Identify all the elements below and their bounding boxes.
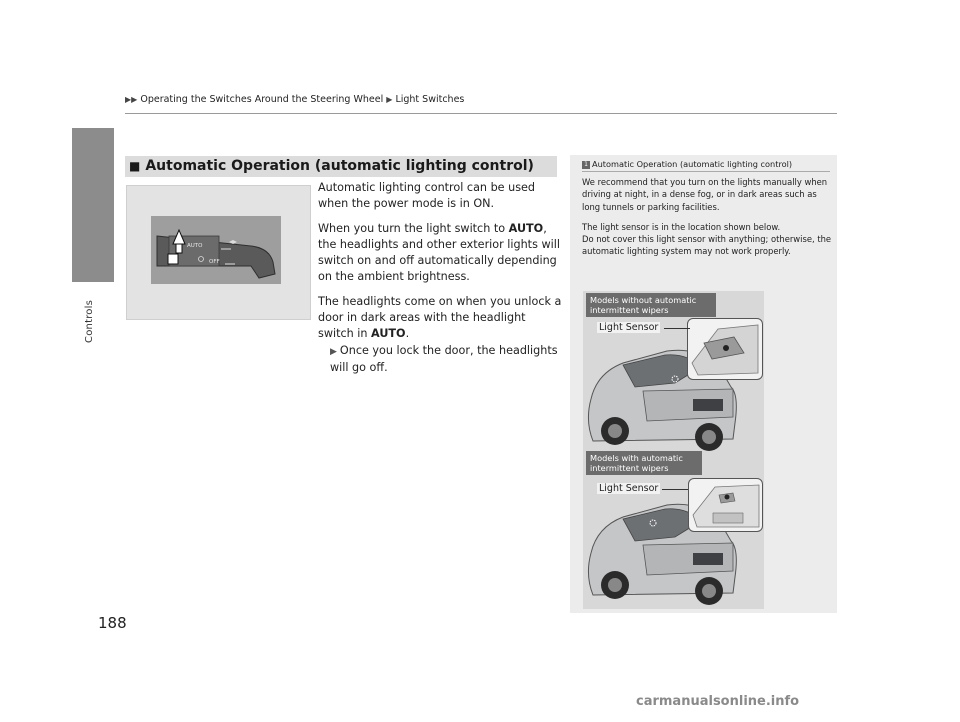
body-paragraph-3: The headlights come on when you unlock a door in dark areas with the headlight switch in AUTO. [318, 294, 562, 341]
chapter-label: Controls [84, 300, 95, 343]
breadcrumb-part1[interactable]: Operating the Switches Around the Steering Wheel [140, 94, 384, 105]
triangle-icon: ▶ [330, 346, 337, 357]
leader-line-2 [662, 489, 688, 490]
note-paragraph-2a: The light sensor is in the location shown below. [582, 221, 781, 232]
sensor-detail-icon [689, 479, 762, 531]
note-title: 1 Automatic Operation (automatic lighting control) [582, 159, 792, 169]
light-switch-illustration [151, 216, 281, 284]
body-sub-point: ▶ Once you lock the door, the headlights will go off. [330, 343, 558, 374]
note-paragraph-2b: Do not cover this light sensor with anything; otherwise, the automatic lighting system may not work properly. [582, 234, 832, 257]
breadcrumb-arrow-icon: ▶▶ [125, 95, 138, 104]
note-paragraph-1: We recommend that you turn on the lights manually when driving at night, in a dense fog, or in dark areas such as long tunnels or parking facilities. [582, 177, 828, 212]
sensor-detail-icon [688, 319, 762, 379]
light-sensor-label-2: Light Sensor [599, 483, 659, 494]
note-text [582, 176, 832, 258]
chapter-tab [72, 128, 114, 282]
page-number: 188 [98, 614, 127, 632]
section-heading [125, 156, 557, 177]
breadcrumb-arrow-icon: ▶ [386, 95, 393, 104]
sensor-zoom-1 [687, 318, 763, 380]
breadcrumb [125, 94, 464, 105]
note-divider [582, 171, 830, 172]
watermark: carmanualsonline.info [636, 694, 800, 709]
model-badge-without-auto-wipers: Models without automatic intermittent wipers [586, 293, 716, 317]
leader-line-1 [664, 328, 690, 329]
body-paragraph-2: When you turn the light switch to AUTO, the headlights and other exterior lights will switch on and off automatically depending on the ambient brightness. [318, 221, 560, 284]
switch-auto-label: AUTO [187, 243, 203, 249]
switch-off-label: OFF [209, 259, 220, 265]
breadcrumb-part2[interactable]: Light Switches [395, 94, 465, 105]
header-divider [125, 113, 837, 114]
light-sensor-label-1: Light Sensor [599, 322, 659, 333]
note-icon: 1 [582, 161, 590, 169]
section-marker-icon: ■ [129, 159, 141, 173]
section-title: Automatic Operation (automatic lighting control) [145, 158, 534, 174]
body-paragraph-1: Automatic lighting control can be used when the power mode is in ON. [318, 181, 536, 211]
model-badge-with-auto-wipers: Models with automatic intermittent wipers [586, 451, 702, 475]
sensor-zoom-2 [688, 478, 763, 532]
body-text [318, 180, 562, 376]
